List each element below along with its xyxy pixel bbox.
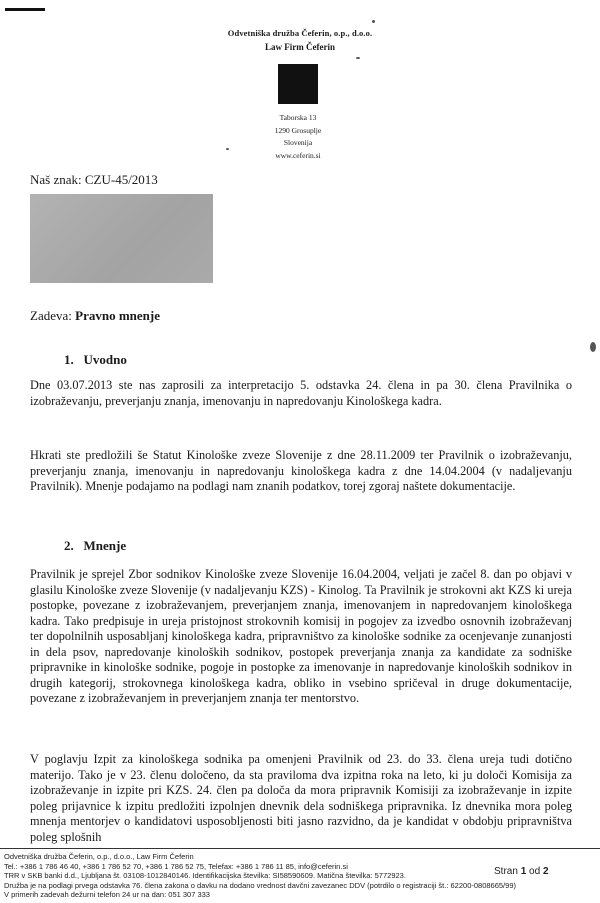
subject-line xyxy=(30,308,160,324)
paragraph: Pravilnik je sprejel Zbor sodnikov Kinološke zveze Slovenije 16.04.2004, veljati je začel 8. dan po objavi v glasilu Kinološke zveze Slovenije (v nadaljevanju KZS) - Kinolog. Ta Pravilnik je strokovni akt KZS ki ureja postopke, povezane z izobraževanjem, preverjanjem znanja, imenovanjem in napredovanjem kinološkega kadra. Tako predpisuje in ureja pristojnost strokovnih komisij in pogojev za izvedbo osnovnih izobraževanj ter dopolnilnih usposabljanj kinološkega kadra, pripravništvo za kinološke sodnike za ocenjevanje zunanjosti in dela psov, napredovanje kinoloških sodnikov, postopek preverjanja znanja za kandidate za sodniške pripravnike in kinološke sodnike, pogoje in postopke za imenovanje in napredovanje kinoloških sodnikov in drugih kategorij, strokovnega kinološkega kadra, obliko in vsebino spričeval in druge dokumentacije, povezane z izobraževanjem in preverjanjem znanja ter mentorstvo. xyxy=(30,567,572,705)
footer-vat: Družba je na podlagi prvega odstavka 76. člena zakona o davku na dodano vrednost davčni zavezanec DDV (potrdilo o registraciji št.: 62200-0808665/99) xyxy=(4,880,516,890)
scan-mark xyxy=(5,8,45,11)
scan-speck xyxy=(226,148,229,150)
section-heading-intro: 1. Uvodno xyxy=(64,352,127,367)
scan-speck xyxy=(372,20,375,23)
firm-logo xyxy=(278,64,318,104)
paragraph: Hkrati ste predložili še Statut Kinološke zveze Slovenije z dne 28.11.2009 ter Pravilnik o izobraževanju, preverjanju znanja, imenovanju in napredovanju kinološkega kadra z dne 14.04.2004 (v nadaljevanju Pravilnik). Mnenje podajamo na podlagi nam znanih podatkov, torej zgoraj naštete dokumentacije. xyxy=(30,448,572,493)
page-total: 2 xyxy=(542,866,549,877)
footer-bank: TRR v SKB banki d.d., Ljubljana št. 03108-1012840146. Identifikacijska številka: SI58590609. Matična številka: 5772923. xyxy=(4,871,406,881)
firm-name: Law Firm Čeferin xyxy=(265,42,335,52)
footer-contact: Tel.: +386 1 786 46 40, +386 1 786 52 70, +386 1 786 52 75, Telefax: +386 1 786 11 85, info@ceferin.si xyxy=(4,861,348,871)
subject-value: Pravno mnenje xyxy=(75,308,160,323)
scan-speck xyxy=(356,57,360,59)
address-city: 1290 Grosuplje xyxy=(274,125,322,135)
firm-legal-name: Odvetniška družba Čeferin, o.p., d.o.o. xyxy=(227,28,373,38)
scan-speck xyxy=(590,342,596,352)
paragraph: V poglavju Izpit za kinološkega sodnika pa omenjeni Pravilnik od 23. do 33. člena ureja tudi dotično materijo. Tako je v 23. členu določeno, da sta praviloma dva izpitna roka na leto, ki ju določi Komisija za izobraževanje in izpite pri KZS. 24. člen pa določa da mora pripravnik Komisiji za izobraževanje in izpite poleg prijavnice k izpitu predložiti izpolnjen dnevnik dela sodniškega pripravnika. Iz dnevnika mora poleg mnenja mentorjev o kandidatovi usposobljenosti biti jasno razvidno, da je kandidat v obdobju pripravništva poleg splošnih xyxy=(30,752,572,844)
firm-address xyxy=(230,112,366,162)
redacted-recipient-block xyxy=(30,194,213,283)
letterhead xyxy=(200,28,400,52)
footer-phone: V primerih zadevah dežurni telefon 24 ur na dan: 051 307 333 xyxy=(4,890,210,900)
page-current: 1 xyxy=(520,866,527,877)
address-website: www.ceferin.si xyxy=(275,150,321,160)
page-prefix: Stran xyxy=(494,866,518,877)
page-number xyxy=(494,866,549,877)
address-country: Slovenija xyxy=(283,138,313,147)
paragraph: Dne 03.07.2013 ste nas zaprosili za interpretacijo 5. odstavka 24. člena in pa 30. člena Pravilnika o izobraževanju, preverjanju znanja, imenovanju in napredovanju Kinološkega kadra. xyxy=(30,378,572,408)
subject-label: Zadeva: xyxy=(30,308,72,323)
footer-divider xyxy=(0,848,600,849)
page-of: od xyxy=(529,866,541,877)
reference-number: Naš znak: CZU-45/2013 xyxy=(30,172,158,187)
section-heading-opinion: 2. Mnenje xyxy=(64,538,127,553)
footer-firm: Odvetniška družba Čeferin, o.p., d.o.o., Law Firm Čeferin xyxy=(4,852,194,861)
address-street: Taborska 13 xyxy=(279,113,317,122)
